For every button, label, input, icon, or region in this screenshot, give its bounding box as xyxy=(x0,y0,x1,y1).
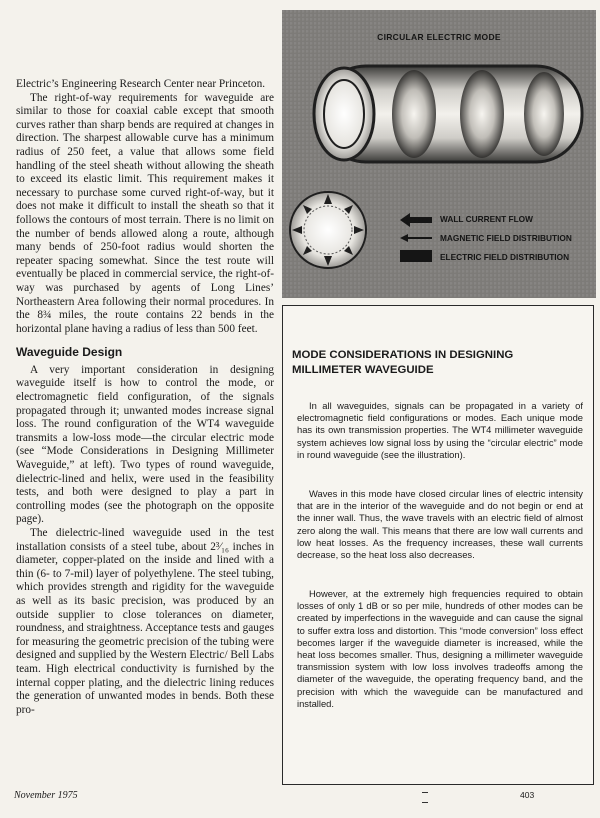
legend-electric-field-label: ELECTRIC FIELD DISTRIBUTION xyxy=(440,252,570,262)
intro-paragraph: Electric’s Engineering Research Center near Princeton. xyxy=(16,78,266,90)
thick-arrow-icon xyxy=(400,213,432,227)
section-heading: Waveguide Design xyxy=(16,345,123,360)
scan-mark xyxy=(422,792,428,803)
field-ring-1 xyxy=(392,70,436,158)
design-paragraph: A very important consideration in designing waveguide itself is how to control the mode, or electromagnetic field configuration, of the signals propagated through it; unwanted modes increase signal loss. The round configuration of the WT4 waveguide transmits a low-loss mode—the circular electric mode (see “Mode Considerations in Designing Millimeter Waveguide,” at left). Two types of round waveguide, dielectric-lined and helix, were used in the feasibility tests, and both were designed to play a part in controlling modes (see the photograph on the opposite page). xyxy=(16,363,274,526)
figure-title: CIRCULAR ELECTRIC MODE xyxy=(377,32,501,42)
mode-considerations-sidebar xyxy=(282,305,594,785)
legend-magnetic-field xyxy=(440,233,572,243)
legend-wall-current-label: WALL CURRENT FLOW xyxy=(440,214,533,224)
sidebar-paragraph: Waves in this mode have closed circular lines of electric intensity that are in the interior of the waveguide and do not begin or end at the inner wall. Thus, the wave travels with an electric field of almost zero along the wall. This means that there are low wall currents and low heat losses. As the frequency increases, these wall currents decrease, so the heat loss also decreases. xyxy=(297,488,583,561)
dark-block-icon xyxy=(400,250,432,262)
dielectric-paragraph: The dielectric-lined waveguide used in the test installation consists of a steel tube, about 2³⁄₁₆ inches in diameter, copper-plated on the inside and lined with a thin (6- to 7-mil) layer of polyethylene. The steel tubing, which provides strength and rigidity for the waveguide as well as its basic precision, was produced by an outside supplier to close tolerances on diameter, roundness, and straightness. Acceptance tests and gauges for measuring the geometric precision of the tubing were designed and supplied by the Western Electric/ Bell Labs team. High electrical conductivity is furnished by the internal copper plating, and the dielectric lining reduces the generation of unwanted modes in bends. Both these pro- xyxy=(16,527,275,716)
sidebar-paragraph: In all waveguides, signals can be propagated in a variety of electromagnetic field configurations or modes. Each unique mode has its own transmission properties. The WT4 millimeter waveguide system achieves low signal loss by using the “circular electric” mode in round waveguide (see the illustration). xyxy=(297,400,583,460)
page-number: 403 xyxy=(520,790,535,800)
circular-electric-mode-illustration xyxy=(282,10,596,298)
issue-date: November 1975 xyxy=(14,790,78,801)
right-of-way-paragraph: The right-of-way requirements for waveguide are similar to those for coaxial cable except that smooth curves rather than sharp bends are required at changes in direction. The sharpest allowable curve has a minimum radius of 250 feet, a value that allows some field handling of the steel sheath without allowing the sheath to exceed its elastic limit. This requirement makes it necessary to purchase some curved right-of-way, but it does not make it difficult to install the sheath so that it follows the contours of most terrain. There is no limit on the number of bends allowed along a route, although many bends of 250-foot radius would shorten the repeater spacing somewhat. Since the test route will eventually be placed in commercial service, the right-of-way was purchased by agents of Long Lines’ Northeastern Area following their normal procedures. In the 8¾ miles, the route contains 22 bends in the horizontal plane having a radius of less than 500 feet. xyxy=(16,91,274,335)
field-ring-3 xyxy=(524,72,564,156)
legend-magnetic-field-label: MAGNETIC FIELD DISTRIBUTION xyxy=(440,233,572,243)
thin-arrow-icon xyxy=(400,234,432,242)
legend-electric-field xyxy=(440,252,569,262)
field-ring-2 xyxy=(460,70,504,158)
sidebar-paragraph: However, at the extremely high frequencies required to obtain losses of only 1 dB or so per mile, hundreds of other modes can be created by imperfections in the waveguide and can cause the signal to suffer extra loss and distortion. This “mode conversion” loss effect becomes larger if the waveguide diameter is increased, while the heat loss becomes smaller. Thus, designing a millimeter waveguide transmission system with low loss involves tradeoffs among the diameter of the waveguide, the operating frequency band, and the precision with which the waveguide can be manufactured and installed. xyxy=(297,588,583,709)
sidebar-title: MODE CONSIDERATIONS IN DESIGNING MILLIMETER WAVEGUIDE xyxy=(292,349,514,376)
left-column xyxy=(16,78,274,717)
legend-wall-current xyxy=(440,214,533,224)
